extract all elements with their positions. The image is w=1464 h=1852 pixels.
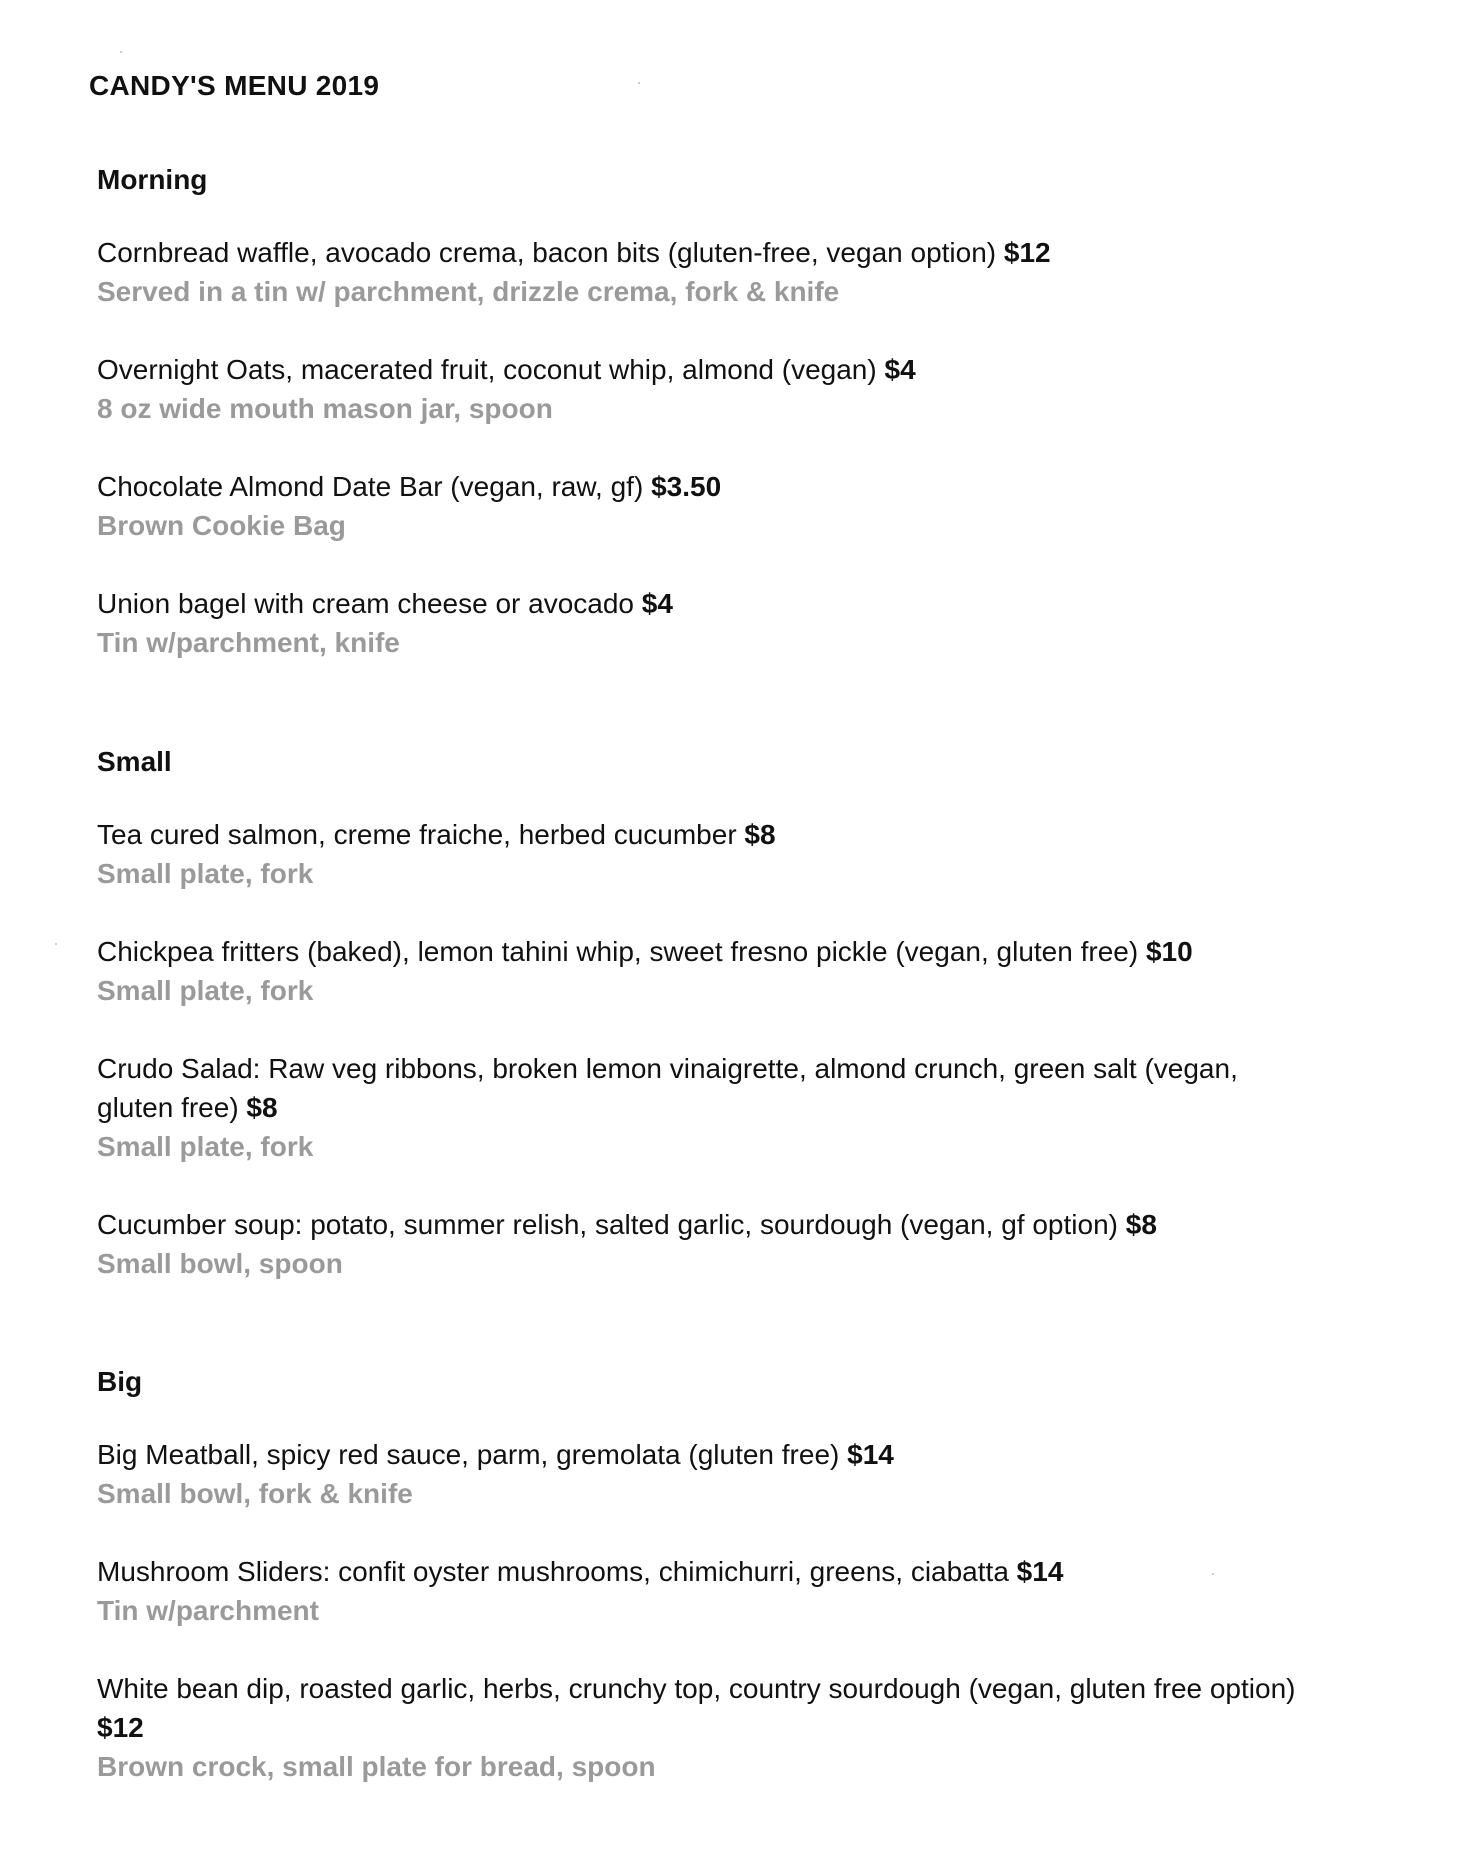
scan-speck [120,51,122,53]
menu-title: CANDY'S MENU 2019 [89,70,380,101]
item-service: Small bowl, fork & knife [97,1478,413,1509]
item-service: Small plate, fork [97,975,314,1006]
menu-item [97,1669,1297,1786]
item-description: Union bagel with cream cheese or avocado $4 [97,588,673,619]
item-service: Tin w/parchment, knife [97,627,400,658]
item-service: 8 oz wide mouth mason jar, spoon [97,393,553,424]
item-service: Small plate, fork [97,1131,314,1162]
menu-item [97,1049,1297,1166]
item-price: $12 [1003,237,1051,268]
section-small [97,743,1297,1322]
item-service: Brown Cookie Bag [97,510,346,541]
item-price: $8 [246,1092,278,1123]
section-big [97,1363,1297,1825]
section-morning [97,161,1297,701]
scan-speck [638,82,640,84]
menu-item [97,350,1297,428]
section-heading: Small [97,746,172,777]
item-price: $3.50 [651,471,722,502]
section-heading: Big [97,1366,143,1397]
menu-item [97,584,1297,662]
item-description: Chocolate Almond Date Bar (vegan, raw, gf) $3.50 [97,471,722,502]
item-price: $10 [1145,936,1193,967]
item-price: $4 [641,588,673,619]
item-price: $8 [1125,1209,1157,1240]
item-description: Overnight Oats, macerated fruit, coconut whip, almond (vegan) $4 [97,354,916,385]
item-service: Served in a tin w/ parchment, drizzle crema, fork & knife [97,276,840,307]
item-description: Crudo Salad: Raw veg ribbons, broken lemon vinaigrette, almond crunch, green salt (vegan, gluten free) $8 [97,1053,1238,1123]
item-description: Tea cured salmon, creme fraiche, herbed cucumber $8 [97,819,776,850]
item-service: Tin w/parchment [97,1595,319,1626]
item-price: $8 [744,819,776,850]
item-description: Chickpea fritters (baked), lemon tahini whip, sweet fresno pickle (vegan, gluten free) $10 [97,936,1193,967]
item-price: $14 [847,1439,894,1470]
item-description: Big Meatball, spicy red sauce, parm, gremolata (gluten free) $14 [97,1439,894,1470]
menu-item [97,815,1297,893]
item-price: $12 [97,1712,144,1743]
menu-item [97,1205,1297,1283]
item-price: $14 [1016,1556,1064,1587]
item-description: White bean dip, roasted garlic, herbs, crunchy top, country sourdough (vegan, gluten free option) $12 [97,1673,1296,1743]
item-description: Mushroom Sliders: confit oyster mushrooms, chimichurri, greens, ciabatta $14 [97,1556,1064,1587]
section-heading: Morning [97,164,208,195]
menu-item [97,932,1297,1010]
menu-item [97,467,1297,545]
menu-item [97,1552,1297,1630]
item-description: Cornbread waffle, avocado crema, bacon bits (gluten-free, vegan option) $12 [97,237,1051,268]
item-service: Small bowl, spoon [97,1248,343,1279]
item-service: Small plate, fork [97,858,314,889]
item-service: Brown crock, small plate for bread, spoon [97,1751,656,1782]
menu-item [97,233,1297,311]
menu-item [97,1435,1297,1513]
item-price: $4 [884,354,916,385]
item-description: Cucumber soup: potato, summer relish, salted garlic, sourdough (vegan, gf option) $8 [97,1209,1157,1240]
scan-speck [55,943,57,945]
